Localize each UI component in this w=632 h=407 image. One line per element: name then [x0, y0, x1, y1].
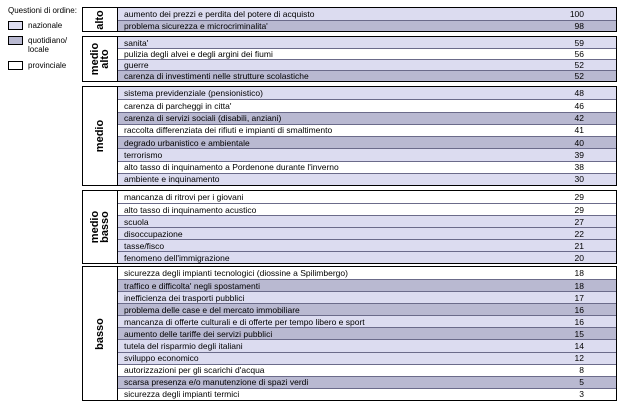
legend-item-quotidiano-locale [8, 36, 80, 54]
issue-text: mancanza di offerte culturali e di offerte per tempo libero e sport [124, 316, 365, 327]
issue-value: 8 [579, 365, 584, 376]
issue-text: sviluppo economico [124, 353, 199, 364]
table-row [118, 59, 616, 70]
table-row [118, 251, 616, 263]
issue-text: problema sicurezza e microcriminalita' [124, 20, 268, 31]
group-label-cell [83, 87, 118, 185]
table-row [118, 303, 616, 315]
legend-title: Questioni di ordine: [8, 6, 77, 15]
table-row [118, 291, 616, 303]
issue-value: 56 [574, 49, 584, 59]
legend-label-provinciale: provinciale [28, 61, 67, 70]
group-label-cell [83, 8, 118, 31]
issue-value: 14 [574, 341, 584, 351]
issue-value: 21 [574, 240, 584, 251]
issue-value: 46 [574, 100, 584, 111]
table-row [118, 148, 616, 160]
table-row [118, 227, 616, 239]
issue-value: 3 [579, 389, 584, 400]
table-row [118, 279, 616, 291]
issue-text: scuola [124, 216, 149, 227]
group-medio-basso [82, 190, 617, 264]
issue-value: 18 [574, 280, 584, 291]
issue-text: sicurezza degli impianti termici [124, 389, 240, 400]
group-basso [82, 266, 617, 401]
table-row [118, 327, 616, 339]
table-row [118, 70, 616, 81]
group-rows [118, 267, 616, 400]
issue-text: mancanza di ritrovi per i giovani [124, 192, 244, 202]
issue-text: tutela del risparmio degli italiani [124, 341, 243, 351]
issue-text: tasse/fisco [124, 240, 165, 251]
group-label: alto [94, 9, 106, 30]
group-label: basso [94, 317, 106, 350]
issue-value: 12 [574, 353, 584, 364]
issue-text: inefficienza dei trasporti pubblici [124, 292, 245, 303]
issue-value: 22 [574, 228, 584, 239]
table-row [118, 239, 616, 251]
issue-value: 29 [574, 192, 584, 202]
issue-value: 39 [574, 149, 584, 160]
issue-value: 15 [574, 328, 584, 339]
group-medio [82, 86, 617, 186]
issue-text: carenza di investimenti nelle strutture scolastiche [124, 71, 309, 81]
issue-value: 16 [574, 316, 584, 327]
issue-value: 17 [574, 292, 584, 303]
group-label-cell [83, 267, 118, 400]
table-row [118, 99, 616, 111]
issue-value: 30 [574, 174, 584, 185]
group-rows [118, 87, 616, 185]
table-row [118, 20, 616, 32]
legend-swatch-nazionale [8, 21, 23, 30]
table-row [118, 173, 616, 185]
table-row [118, 37, 616, 48]
group-label-cell [83, 191, 118, 263]
issue-value: 59 [574, 37, 584, 48]
issue-value: 16 [574, 304, 584, 315]
issue-text: fenomeno dell'immigrazione [124, 252, 230, 263]
issue-value: 41 [574, 125, 584, 136]
issue-text: scarsa presenza e/o manutenzione di spazi verdi [124, 377, 309, 388]
issue-text: alto tasso di inquinamento a Pordenone durante l'inverno [124, 162, 339, 173]
group-label: medio alto [89, 42, 111, 76]
legend-label-nazionale: nazionale [28, 21, 63, 30]
issue-value: 42 [574, 113, 584, 124]
table-row [118, 191, 616, 203]
issue-text: pulizia degli alvei e degli argini dei fiumi [124, 49, 273, 59]
group-label: medio [94, 119, 106, 153]
legend [8, 6, 80, 74]
issue-value: 27 [574, 216, 584, 227]
table-row [118, 48, 616, 59]
issue-text: guerre [124, 60, 149, 70]
issue-value: 100 [569, 8, 584, 19]
issue-value: 98 [574, 20, 584, 31]
table-row [118, 8, 616, 20]
issue-value: 29 [574, 204, 584, 215]
issue-value: 18 [574, 268, 584, 279]
issue-text: aumento delle tariffe dei servizi pubblici [124, 328, 273, 339]
table-row [118, 376, 616, 388]
issue-value: 48 [574, 88, 584, 99]
group-rows [118, 191, 616, 263]
issue-text: ambiente e inquinamento [124, 174, 220, 185]
table-row [118, 388, 616, 400]
legend-item-nazionale [8, 21, 80, 30]
table-row [118, 215, 616, 227]
group-rows [118, 8, 616, 31]
table-row [118, 124, 616, 136]
table-row [118, 364, 616, 376]
table-row [118, 203, 616, 215]
issue-text: degrado urbanistico e ambientale [124, 137, 250, 148]
table-row [118, 267, 616, 279]
issue-text: problema delle case e del mercato immobiliare [124, 304, 300, 315]
issue-value: 52 [574, 60, 584, 70]
group-label: medio basso [89, 210, 111, 244]
group-label-cell [83, 37, 118, 81]
issue-value: 52 [574, 71, 584, 81]
issue-text: carenza di servizi sociali (disabili, anziani) [124, 113, 282, 124]
issue-text: disoccupazione [124, 228, 183, 239]
table-row [118, 339, 616, 351]
issue-text: sistema previdenziale (pensionistico) [124, 88, 263, 99]
table-row [118, 161, 616, 173]
issue-text: aumento dei prezzi e perdita del potere di acquisto [124, 8, 315, 19]
issue-text: raccolta differenziata dei rifiuti e impianti di smaltimento [124, 125, 333, 136]
issue-text: sanita' [124, 37, 149, 48]
table-row [118, 87, 616, 99]
issue-value: 38 [574, 162, 584, 173]
issue-text: traffico e difficolta' negli spostamenti [124, 280, 260, 291]
issue-value: 40 [574, 137, 584, 148]
issue-text: autorizzazioni per gli scarichi d'acqua [124, 365, 265, 376]
issue-text: terrorismo [124, 149, 163, 160]
table-row [118, 315, 616, 327]
legend-swatch-provinciale [8, 61, 23, 70]
group-alto [82, 7, 617, 32]
issue-text: sicurezza degli impianti tecnologici (diossine a Spilimbergo) [124, 268, 348, 279]
table-row [118, 112, 616, 124]
issue-text: alto tasso di inquinamento acustico [124, 204, 257, 215]
group-medio-alto [82, 36, 617, 82]
issue-value: 5 [579, 377, 584, 388]
legend-swatch-quotidiano-locale [8, 36, 23, 45]
issue-text: carenza di parcheggi in citta' [124, 100, 232, 111]
group-rows [118, 37, 616, 81]
table-row [118, 136, 616, 148]
legend-label-quotidiano-locale: quotidiano/ locale [28, 36, 68, 54]
issue-value: 20 [574, 252, 584, 263]
legend-item-provinciale [8, 61, 80, 70]
table-row [118, 352, 616, 364]
